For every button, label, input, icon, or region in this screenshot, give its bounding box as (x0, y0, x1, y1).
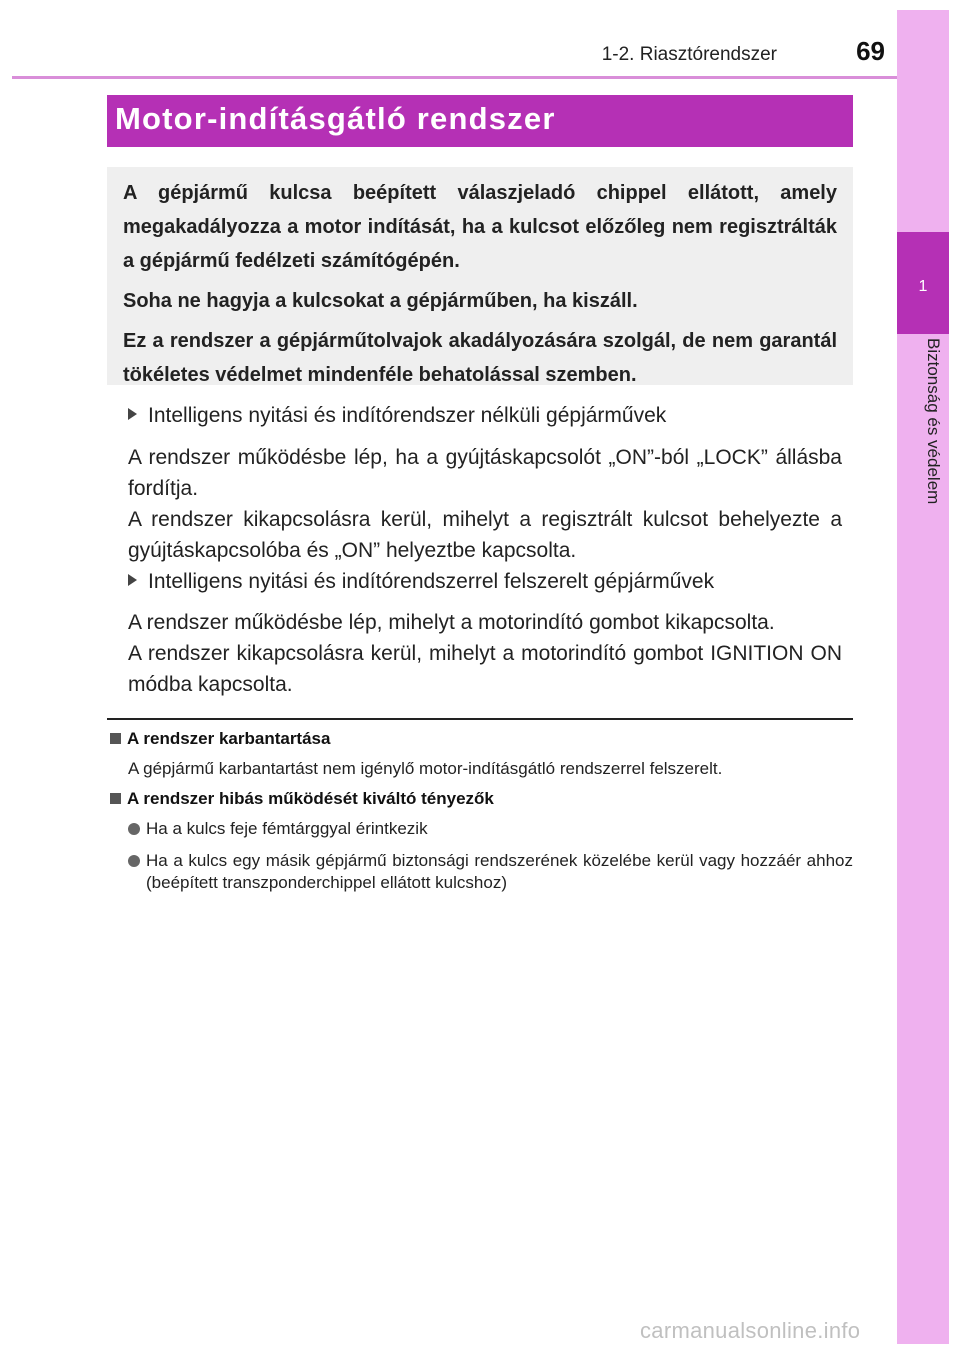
watermark-text: carmanualsonline.info (640, 1318, 861, 1343)
triangle-bullet-icon (128, 408, 137, 420)
header-section-title: 1-2. Riasztórendszer (601, 44, 777, 65)
section-divider (107, 718, 853, 720)
intro-paragraph: Soha ne hagyja a kulcsokat a gépjárműben, ha kiszáll. (123, 290, 638, 312)
section-heading (128, 570, 714, 594)
section-paragraph: A rendszer működésbe lép, ha a gyújtáskapcsolót „ON”-ból „LOCK” állásba fordítja. A rendszer kikapcsolásra kerül, mihelyt a regisztrált kulcsot behelyezte a gyújtáskapcsolóba és „ON” helyeztbe kapcsolta. (128, 446, 842, 562)
intro-paragraph: Ez a rendszer a gépjárműtolvajok akadályozására szolgál, de nem garantál tökéletes védelmet mindenféle behatolással szemben. (123, 330, 837, 386)
chapter-number: 1 (918, 278, 928, 295)
page-number: 69 (856, 36, 885, 66)
intro-paragraph: A gépjármű kulcsa beépített válaszjeladó chippel ellátott, amely megakadályozza a motor indítását, ha a kulcsot előzőleg nem regisztrálták a gépjármű fedélzeti számítógépén. (123, 182, 837, 272)
note-text: A gépjármű karbantartást nem igénylő motor-indításgátló rendszerrel felszerelt. (128, 759, 723, 778)
section-paragraph: A rendszer működésbe lép, mihelyt a motorindító gombot kikapcsolta. A rendszer kikapcsolásra kerül, mihelyt a motorindító gombot IGNITION ON módba kapcsolta. (128, 611, 842, 696)
chapter-label: Biztonság és védelem (924, 338, 943, 505)
circle-bullet-icon (128, 823, 140, 835)
note-heading-text: A rendszer karbantartása (127, 729, 331, 748)
header-divider (12, 76, 948, 79)
section-heading (128, 404, 666, 428)
square-bullet-icon (110, 793, 121, 804)
section-heading-text: Intelligens nyitási és indítórendszer nélküli gépjárművek (148, 404, 667, 427)
side-tab-strip (897, 10, 949, 1344)
list-item-text: Ha a kulcs feje fémtárggyal érintkezik (146, 819, 428, 838)
list-item (128, 818, 853, 840)
circle-bullet-icon (128, 855, 140, 867)
title-bar (107, 95, 853, 147)
note-heading-text: A rendszer hibás működését kiváltó tényezők (127, 789, 494, 808)
intro-box (107, 167, 853, 385)
list-item-text: Ha a kulcs egy másik gépjármű biztonsági rendszerének közelébe kerül vagy hozzáér ahhoz (beépített transzponderchippel ellátott kulcshoz) (146, 851, 853, 892)
triangle-bullet-icon (128, 574, 137, 586)
square-bullet-icon (110, 733, 121, 744)
list-item (128, 850, 853, 894)
page-title: Motor-indításgátló rendszer (115, 101, 556, 136)
note-heading (110, 729, 330, 749)
intro-text (123, 176, 837, 392)
section-heading-text: Intelligens nyitási és indítórendszerrel felszerelt gépjárművek (148, 570, 715, 593)
note-heading (110, 789, 494, 809)
